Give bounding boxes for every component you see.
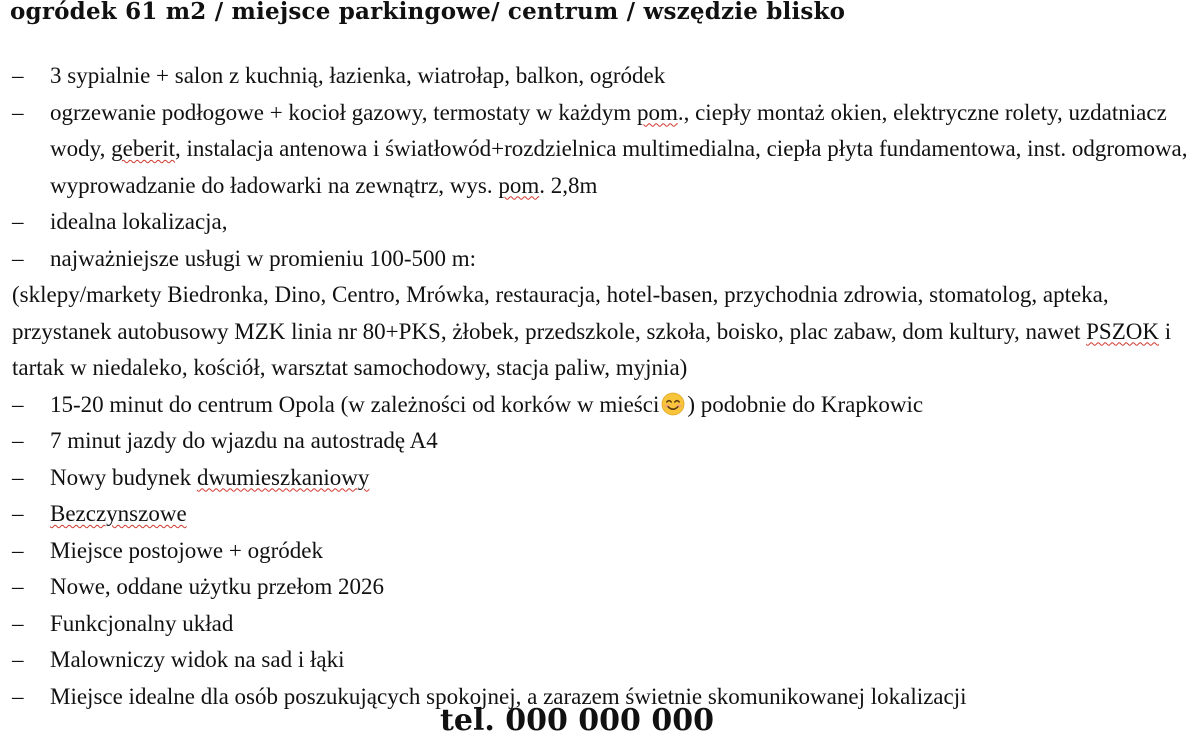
item-text-part: 15-20 minut do centrum Opola (w zależności od korków w mieści <box>50 391 660 417</box>
phone-number-partial: tel. 000 000 000 <box>440 703 714 738</box>
item-text: najważniejsze usługi w promieniu 100-500 m: <box>50 245 477 271</box>
spellcheck-flagged-word: pom <box>498 172 540 198</box>
list-item-rooms <box>12 58 1192 95</box>
listing-heading: ogródek 61 m2 / miejsce parkingowe/ centrum / wszędzie blisko <box>10 0 846 25</box>
bullet-dash: – <box>12 537 24 563</box>
services-paragraph <box>12 277 1192 387</box>
list-item-commute <box>12 387 1192 424</box>
smiling-face-emoji-icon <box>661 392 685 416</box>
list-item-parking <box>12 533 1192 570</box>
spellcheck-flagged-word: pom <box>636 99 678 125</box>
list-item-services-intro <box>12 241 1192 278</box>
spellcheck-flagged-word: geberit <box>111 136 175 161</box>
bullet-dash: – <box>12 647 24 672</box>
spellcheck-flagged-word: dwumieszkaniowy <box>196 464 370 490</box>
item-text: idealna lokalizacja, <box>50 209 228 234</box>
spellcheck-flagged-word: PSZOK <box>1086 318 1159 344</box>
paragraph-text-part: (sklepy/markety Biedronka, Dino, Centro, Mrówka, restauracja, hotel-basen, przychodnia zdrowia, stomatolog, apteka, przystanek autobusowy MZK linia nr 80+PKS, żłobek, przedszkole, szkoła, boisko, plac zabaw, dom kultury, nawet <box>12 282 1109 344</box>
bullet-dash: – <box>12 99 24 125</box>
item-text-part: ., ciepły montaż okien, elektryczne rolety, uzdatniacz wody, <box>50 99 1167 161</box>
item-text: Funkcjonalny układ <box>50 610 234 636</box>
bullet-dash: – <box>12 574 24 599</box>
item-text-part: , instalacja antenowa i światłowód+rozdzielnica multimedialna, ciepła płyta fundamentowa, inst. odgromowa, wyprowadzanie do ładowarki na zewnątrz, wys. <box>50 136 1188 198</box>
bullet-dash: – <box>12 245 24 271</box>
item-text-part: . 2,8m <box>539 172 598 198</box>
paragraph-text-part: i tartak w niedaleko, kościół, warsztat samochodowy, stacja paliw, myjnia) <box>12 318 1172 380</box>
list-item-completion <box>12 569 1192 606</box>
list-item-no-rent <box>12 496 1192 533</box>
item-text: Miejsce idealne dla osób poszukujących spokojnej, a zarazem świetnie skomunikowanej lokalizacji <box>50 683 967 709</box>
bullet-dash: – <box>12 428 24 453</box>
bullet-dash: – <box>12 391 24 417</box>
list-item-location <box>12 204 1192 241</box>
bullet-dash: – <box>12 683 24 709</box>
item-text: Malowniczy widok na sad i łąki <box>50 647 345 672</box>
list-item-installations <box>12 95 1192 205</box>
bullet-dash: – <box>12 63 24 88</box>
item-text: Nowe, oddane użytku przełom 2026 <box>50 574 385 599</box>
item-text: Miejsce postojowe + ogródek <box>50 537 323 563</box>
list-item-building <box>12 460 1192 497</box>
item-text-part: ogrzewanie podłogowe + kocioł gazowy, termostaty w każdym <box>50 99 637 125</box>
bullet-dash: – <box>12 464 24 490</box>
spellcheck-flagged-word: Bezczynszowe <box>50 501 187 526</box>
bullet-dash: – <box>12 209 24 234</box>
item-text-part: ) podobnie do Krapkowic <box>687 391 924 417</box>
listing-body <box>12 58 1192 715</box>
bullet-dash: – <box>12 610 24 636</box>
item-text: 7 minut jazdy do wjazdu na autostradę A4 <box>50 428 438 453</box>
bullet-dash: – <box>12 501 24 526</box>
list-item-view <box>12 642 1192 679</box>
item-text: 3 sypialnie + salon z kuchnią, łazienka, wiatrołap, balkon, ogródek <box>50 63 666 88</box>
list-item-highway <box>12 423 1192 460</box>
list-item-layout <box>12 606 1192 643</box>
item-text-part: Nowy budynek <box>50 464 197 490</box>
